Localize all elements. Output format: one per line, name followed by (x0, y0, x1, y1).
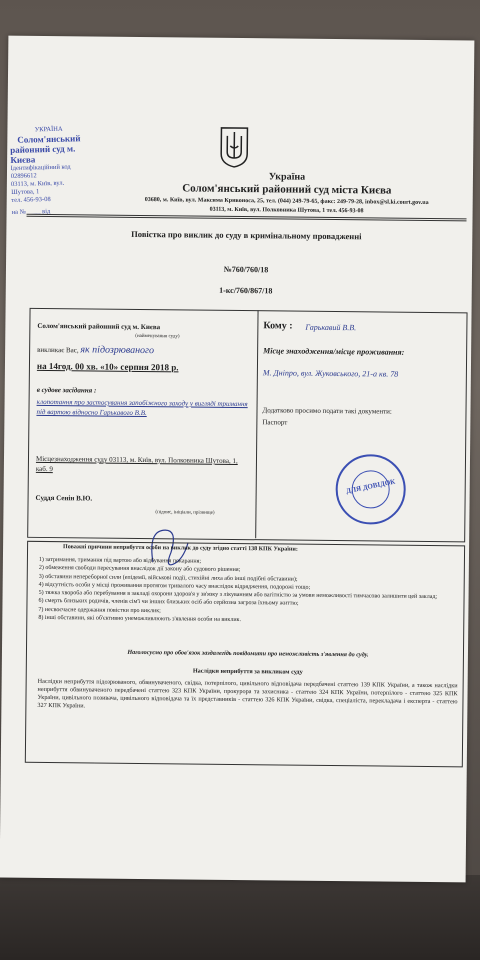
residence-label: Місце знаходження/місце проживання: (263, 346, 405, 357)
case-number: №760/760/18 (223, 264, 269, 275)
docs-value: Паспорт (262, 418, 288, 427)
summons-table (27, 308, 467, 543)
reason-item: 6) смерть близьких родичів, членів сім'ї чи інших близьких осіб або серйозна загроза їхньому життю; (38, 598, 299, 608)
stamp-label: ДЛЯ ДОВІДОК (345, 477, 396, 496)
reason-item: 3) обставини непереборної сили (епідемії, військові події, стихійні лиха або інші подібні обставини); (38, 573, 298, 583)
court-location: Місцезнаходження суду 03113, м. Київ, вул. Полковника Шутова, 1, каб. 9 (35, 454, 238, 474)
notice-text: Наголосуємо про обов'язок заздалегідь повідомити про неможливість з'явлення до суду. (127, 648, 369, 659)
reason-item: 2) обмеження свободи пересування внаслідок дії закону або судового рішення; (38, 565, 241, 574)
court-address-1: 03680, м. Київ, вул. Максима Кривоноса, 25, тел. (044) 249-79-65, факс: 249-79-28, inbox@sl.ki.court.gov.ua (144, 197, 429, 206)
calls-as: як підозрюваного (80, 344, 155, 357)
reasons-list (38, 556, 459, 627)
round-stamp (335, 454, 406, 525)
court-address-2: 03113, м. Київ, вул. Полковника Шутова, 1 тел. 456-93-08 (209, 206, 364, 215)
consequences-text: Наслідки неприбуття підозрюваного, обвинуваченого, свідка, потерпілого, цивільного відповідача передбачені статтею 139 КПК України, а також наслідки неприбуття обвинуваченого передбачені статтею 323 КПК України, прокурора та захисника - статтею 324 КПК України, потерпілого - статтею 325 КПК України, цивільного позивача, цивільного відповідача та їх представників - статтею 326 КПК України, свідка, спеціаліста, перекладача і експерта - статтею 327 КПК України. (37, 677, 458, 710)
summons-document (0, 36, 474, 883)
stamp-line: районний суд м. Києва (10, 143, 76, 165)
reason-item: 8) інші обставини, які об'єктивно унеможливлюють з'явлення особи на виклик. (38, 615, 242, 624)
judge-name: Суддя Сенін В.Ю. (35, 493, 93, 503)
reason-item: 1) затримання, тримання під вартою або відбування покарання; (38, 556, 202, 565)
stamp-line: від (42, 208, 51, 216)
stamp-line: 03113, м. Київ, вул. Шутова, 1 (10, 179, 65, 196)
calls-label: викликає Вас, (37, 345, 79, 355)
docs-label: Додатково просимо подати такі документи: (262, 406, 392, 416)
stamp-line: на № (11, 208, 26, 216)
coat-of-arms-icon (219, 126, 249, 168)
reason-item: 7) несвоєчасне одержання повістки про виклик; (38, 606, 161, 614)
country-name: Україна (268, 171, 306, 183)
field-hint: (підпис, ініціали, прізвище) (155, 510, 215, 516)
stamp-line: Солом'янський (17, 133, 81, 145)
floor-background (0, 875, 480, 960)
case-number-secondary: 1-кс/760/867/18 (219, 285, 273, 296)
stamp-line: Ідентифікаційний код 02896612 (10, 163, 71, 180)
notice-title: Повістка про виклик до суду в кримінальному провадженні (131, 228, 362, 242)
to-label: Кому : (263, 320, 293, 332)
court-name: Солом'янський районний суд міста Києва (182, 182, 392, 197)
stamp-line: тел. 456-93-08 (11, 196, 51, 204)
recipient-name: Гарькавий В.В. (305, 322, 357, 333)
field-hint: (найменування суду) (135, 333, 180, 340)
stamp-line: УКРАЇНА (34, 125, 63, 134)
session-text: клопотання про застосування запобіжного заходу у вигляді тримання під вартою відносно Гарькавого В.В. (36, 397, 248, 418)
reasons-title: Поважні причини неприбуття особи на виклик до суду згідно статті 138 КПК України: (63, 544, 298, 553)
hearing-date: на 14год. 00 хв. «10» серпня 2018 р. (36, 360, 179, 373)
reason-item: 4) відсутність особи у місці проживання протягом тривалого часу внаслідок відрядження, подорожі тощо; (38, 581, 311, 591)
residence-address: М. Дніпро, вул. Жуковського, 21-а кв. 78 (262, 368, 399, 379)
session-label: в судове засідання : (36, 385, 97, 395)
court-name-field: Солом'янський районний суд м. Києва (37, 321, 161, 332)
reason-item: 5) тяжка хвороба або перебування в закладі охорони здоров'я у зв'язку з лікуванням або вагітністю за умови неможливості тимчасово залишити цей заклад; (38, 590, 438, 601)
court-registration-stamp: УКРАЇНА Солом'янський районний суд м. Києва Ідентифікаційний код 02896612 03113, м. Київ, вул. Шутова, 1 тел. 456-93-08 на № ____ від (10, 125, 91, 237)
consequences-title: Наслідки неприбуття за викликом суду (192, 667, 303, 676)
